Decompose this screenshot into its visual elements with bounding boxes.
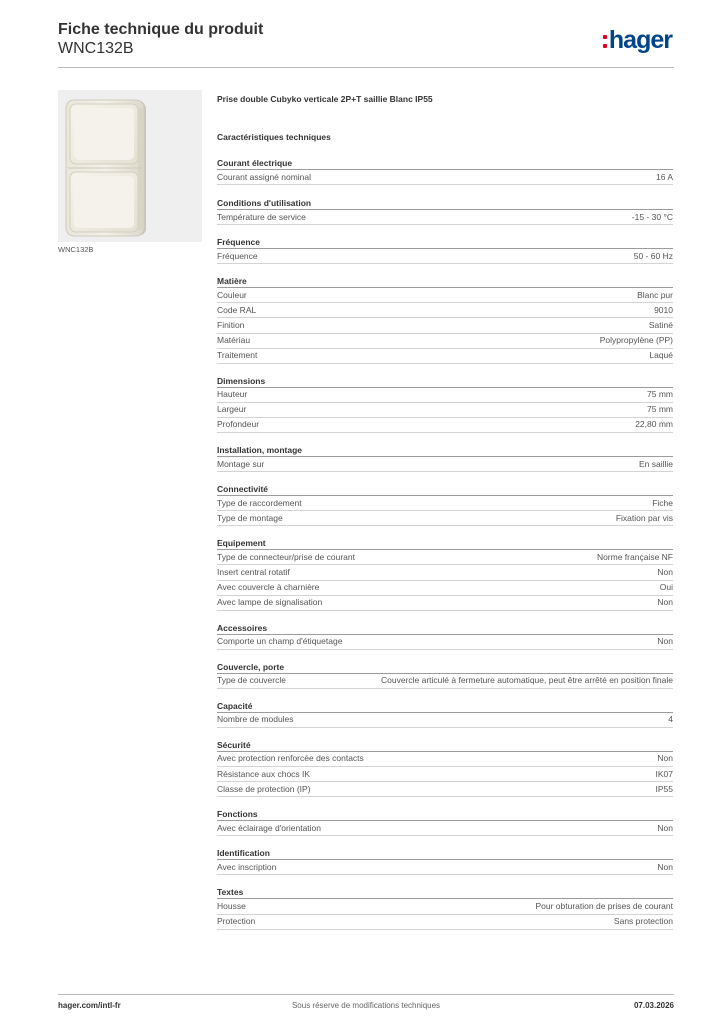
section-title: Matière xyxy=(217,274,673,288)
product-reference: WNC132B xyxy=(58,40,134,57)
spec-label: Profondeur xyxy=(217,419,260,430)
section-title: Couvercle, porte xyxy=(217,660,673,674)
spec-row xyxy=(217,596,673,611)
spec-label: Type de connecteur/prise de courant xyxy=(217,551,355,562)
logo-text: hager xyxy=(608,26,672,54)
spec-value: Sans protection xyxy=(613,916,673,927)
spec-row xyxy=(217,496,673,511)
spec-row xyxy=(217,349,673,364)
spec-section xyxy=(217,443,673,472)
spec-row xyxy=(217,581,673,596)
spec-value: Non xyxy=(657,597,673,608)
spec-value: 50 - 60 Hz xyxy=(633,250,673,261)
spec-label: Finition xyxy=(217,319,245,330)
spec-section xyxy=(217,699,673,728)
spec-section xyxy=(217,738,673,797)
section-title: Fonctions xyxy=(217,807,673,821)
section-title: Capacité xyxy=(217,699,673,713)
spec-value: Pour obturation de prises de courant xyxy=(535,900,673,911)
section-title: Identification xyxy=(217,846,673,860)
section-title: Connectivité xyxy=(217,482,673,496)
spec-section xyxy=(217,235,673,264)
spec-row xyxy=(217,457,673,472)
page-footer xyxy=(58,994,674,1014)
spec-section xyxy=(217,374,673,433)
spec-row xyxy=(217,210,673,225)
product-name: Prise double Cubyko verticale 2P+T saillie Blanc IP55 xyxy=(217,94,433,104)
spec-value: Norme française NF xyxy=(596,551,673,562)
spec-value: En saillie xyxy=(638,458,673,469)
spec-label: Type de couvercle xyxy=(217,675,286,686)
spec-value: Non xyxy=(657,753,673,764)
spec-value: Fixation par vis xyxy=(615,512,673,523)
spec-label: Code RAL xyxy=(217,304,257,315)
spec-value: -15 - 30 °C xyxy=(631,211,673,222)
spec-value: 16 A xyxy=(655,171,673,182)
section-title: Courant électrique xyxy=(217,156,673,170)
spec-value: Couvercle articulé à fermeture automatique, peut être arrêté en position finale xyxy=(381,675,673,686)
section-title: Fréquence xyxy=(217,235,673,249)
spec-row xyxy=(217,860,673,875)
section-title: Installation, montage xyxy=(217,443,673,457)
spec-value: Satiné xyxy=(648,319,673,330)
spec-label: Hauteur xyxy=(217,389,248,400)
spec-value: Blanc pur xyxy=(637,289,673,300)
spec-label: Avec inscription xyxy=(217,861,277,872)
spec-value: 75 mm xyxy=(647,389,673,400)
spec-row xyxy=(217,635,673,650)
spec-section xyxy=(217,846,673,875)
section-title: Sécurité xyxy=(217,738,673,752)
spec-row xyxy=(217,674,673,689)
spec-row xyxy=(217,713,673,728)
spec-row xyxy=(217,334,673,349)
spec-row xyxy=(217,511,673,526)
spec-row xyxy=(217,318,673,333)
spec-row xyxy=(217,899,673,914)
spec-value: Non xyxy=(657,566,673,577)
spec-row xyxy=(217,782,673,797)
spec-row xyxy=(217,550,673,565)
section-title: Textes xyxy=(217,885,673,899)
spec-label: Type de montage xyxy=(217,512,283,523)
page-header xyxy=(58,20,674,68)
spec-label: Type de raccordement xyxy=(217,497,302,508)
spec-row xyxy=(217,403,673,418)
spec-label: Température de service xyxy=(217,211,306,222)
spec-value: IP55 xyxy=(655,783,673,794)
spec-label: Classe de protection (IP) xyxy=(217,783,311,794)
specification-content xyxy=(217,92,673,930)
spec-section xyxy=(217,621,673,650)
spec-row xyxy=(217,767,673,782)
logo-colon-icon xyxy=(603,35,607,48)
spec-value: Non xyxy=(657,636,673,647)
footer-disclaimer: Sous réserve de modifications techniques xyxy=(291,1001,441,1010)
spec-value: Fiche xyxy=(652,497,673,508)
spec-value: 75 mm xyxy=(647,404,673,415)
spec-label: Courant assigné nominal xyxy=(217,171,312,182)
spec-section xyxy=(217,196,673,225)
spec-section xyxy=(217,482,673,526)
spec-section xyxy=(217,660,673,689)
spec-label: Traitement xyxy=(217,350,258,361)
spec-value: 22,80 mm xyxy=(635,419,673,430)
characteristics-title: Caractéristiques techniques xyxy=(217,132,331,142)
spec-label: Montage sur xyxy=(217,458,265,469)
spec-label: Avec lampe de signalisation xyxy=(217,597,323,608)
spec-label: Insert central rotatif xyxy=(217,566,290,577)
footer-website-link[interactable]: hager.com/intl-fr xyxy=(58,1001,121,1010)
spec-label: Avec éclairage d'orientation xyxy=(217,822,322,833)
spec-value: Non xyxy=(657,861,673,872)
spec-section xyxy=(217,807,673,836)
spec-label: Avec protection renforcée des contacts xyxy=(217,753,364,764)
section-title: Conditions d'utilisation xyxy=(217,196,673,210)
spec-value: Polypropylène (PP) xyxy=(599,335,673,346)
spec-row xyxy=(217,752,673,767)
document-title: Fiche technique du produit xyxy=(58,21,264,38)
product-image xyxy=(58,90,202,242)
socket-illustration-icon xyxy=(58,90,202,242)
spec-label: Résistance aux chocs IK xyxy=(217,768,311,779)
spec-label: Nombre de modules xyxy=(217,714,294,725)
spec-label: Protection xyxy=(217,916,256,927)
spec-row xyxy=(217,170,673,185)
footer-date: 07.03.2026 xyxy=(633,1001,674,1010)
spec-label: Comporte un champ d'étiquetage xyxy=(217,636,343,647)
spec-value: Laqué xyxy=(649,350,673,361)
section-title: Equipement xyxy=(217,536,673,550)
section-title: Accessoires xyxy=(217,621,673,635)
spec-label: Matériau xyxy=(217,335,251,346)
spec-row xyxy=(217,915,673,930)
spec-label: Largeur xyxy=(217,404,247,415)
spec-section xyxy=(217,156,673,185)
section-title: Dimensions xyxy=(217,374,673,388)
spec-value: 9010 xyxy=(654,304,673,315)
spec-row xyxy=(217,249,673,264)
spec-row xyxy=(217,821,673,836)
spec-section xyxy=(217,274,673,363)
hager-logo[interactable] xyxy=(603,28,672,52)
spec-label: Fréquence xyxy=(217,250,258,261)
spec-row xyxy=(217,303,673,318)
image-caption: WNC132B xyxy=(58,245,94,254)
spec-row xyxy=(217,388,673,403)
spec-row xyxy=(217,565,673,580)
spec-value: Non xyxy=(657,822,673,833)
spec-value: Oui xyxy=(659,582,673,592)
spec-label: Avec couvercle à charnière xyxy=(217,582,320,592)
specification-sections xyxy=(217,156,673,930)
spec-value: IK07 xyxy=(655,768,673,779)
spec-row xyxy=(217,288,673,303)
spec-label: Couleur xyxy=(217,289,247,300)
spec-section xyxy=(217,885,673,929)
spec-label: Housse xyxy=(217,900,246,911)
spec-section xyxy=(217,536,673,610)
spec-row xyxy=(217,418,673,433)
spec-value: 4 xyxy=(668,714,673,725)
